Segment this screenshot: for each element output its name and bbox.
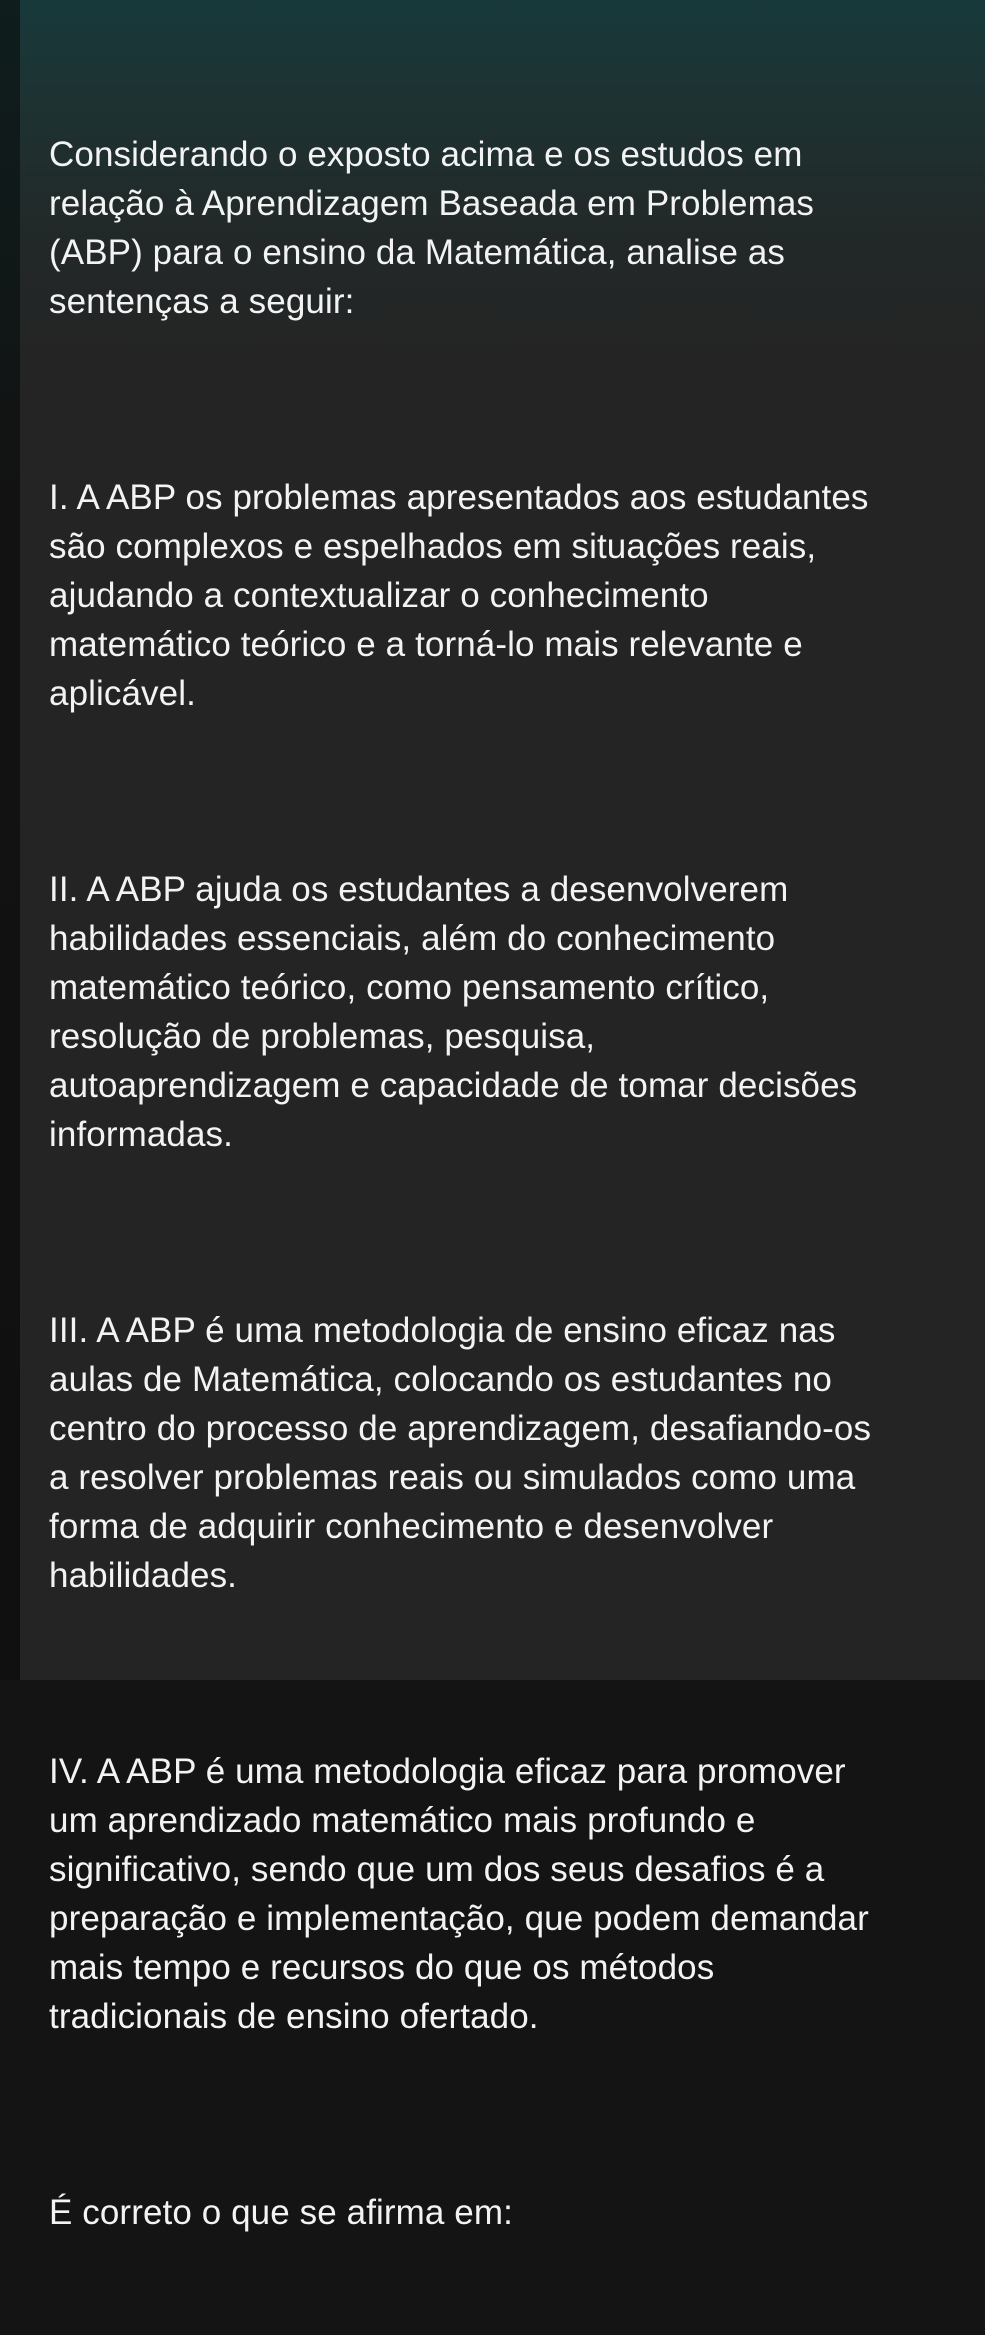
intro-paragraph: Considerando o exposto acima e os estudos em relação à Aprendizagem Baseada em Problemas (ABP) para o ensino da Matemática, analise as sentenças a seguir: [49,135,815,321]
statement-iii: III. A ABP é uma metodologia de ensino eficaz nas aulas de Matemática, colocando os estudantes no centro do processo de aprendizagem, desafiando-os a resolver problemas reais ou simulados como uma forma de adquirir conhecimento e desenvolver habilidades. [49,1311,872,1595]
question-prompt: É correto o que se afirma em: [49,2193,513,2232]
statement-ii: II. A ABP ajuda os estudantes a desenvolverem habilidades essenciais, além do conhecimento matemático teórico, como pensamento crítico, resolução de problemas, pesquisa, autoaprendizagem e capacidade de tomar decisões informadas. [49,870,858,1154]
left-edge-strip [0,0,20,1680]
statement-iv: IV. A ABP é uma metodologia eficaz para promover um aprendizado matemático mais profundo e significativo, sendo que um dos seus desafios é a preparação e implementação, que podem demandar mais tempo e recursos do que os métodos tradicionais de ensino ofertado. [49,1752,869,2036]
question-text-block [49,32,971,2335]
statement-i: I. A ABP os problemas apresentados aos estudantes são complexos e espelhados em situações reais, ajudando a contextualizar o conhecimento matemático teórico e a torná-lo mais relevante e aplicável. [49,478,869,713]
